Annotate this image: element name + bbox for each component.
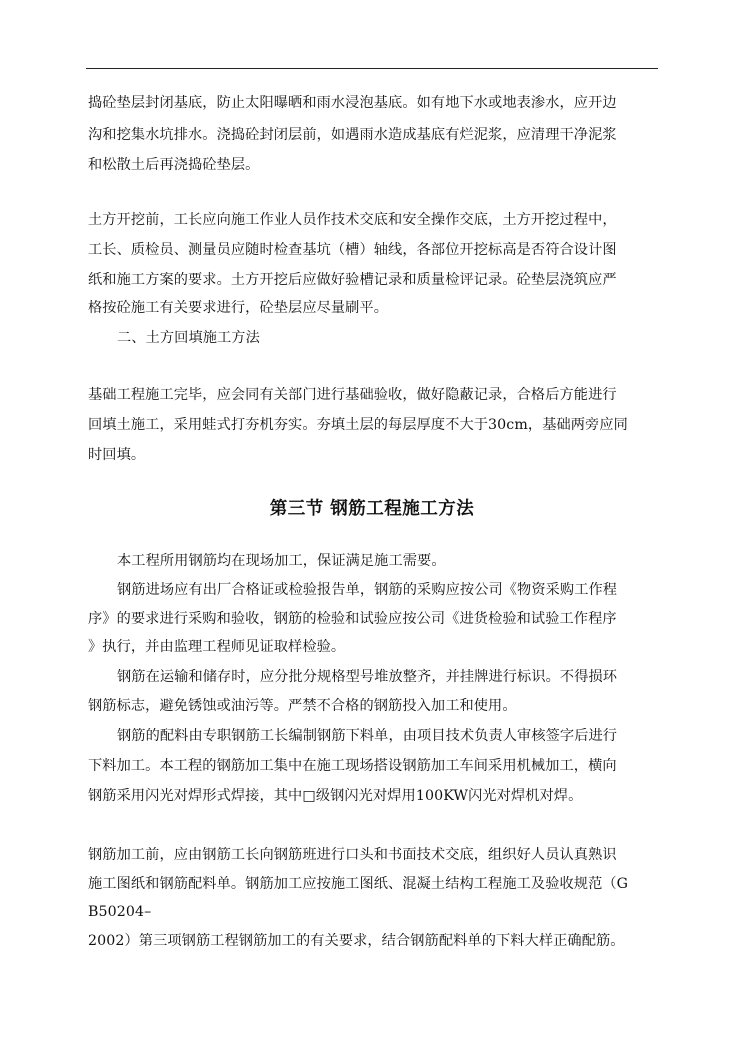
- paragraph-line: 序》的要求进行采购和验收，钢筋的检验和试验应按公司《进货检验和试验工作程序: [88, 611, 617, 627]
- paragraph-line: 2002）第三项钢筋工程钢筋加工的有关要求，结合钢筋配料单的下料大样正确配筋。: [88, 933, 625, 949]
- paragraph-line: 土方开挖前，工长应向施工作业人员作技术交底和安全操作交底，土方开挖过程中，: [88, 212, 617, 228]
- paragraph-line: 》执行，并由监理工程师见证取样检验。: [88, 639, 346, 655]
- paragraph-line: 本工程所用钢筋均在现场加工，保证满足施工需要。: [117, 553, 446, 569]
- header-rule: [86, 68, 658, 69]
- paragraph-line: 基础工程施工完毕，应会同有关部门进行基础验收，做好隐蔽记录，合格后方能进行: [88, 387, 617, 403]
- paragraph-line: 施工图纸和钢筋配料单。钢筋加工应按施工图纸、混凝土结构工程施工及验收规范（G: [88, 876, 629, 892]
- paragraph-line: 钢筋加工前，应由钢筋工长向钢筋班进行口头和书面技术交底，组织好人员认真熟识: [88, 847, 617, 863]
- paragraph-line: 工长、质检员、测量员应随时检查基坑（槽）轴线，各部位开挖标高是否符合设计图: [88, 242, 617, 258]
- paragraph-line: 钢筋在运输和储存时，应分批分规格型号堆放整齐，并挂牌进行标识。不得损环: [117, 669, 618, 685]
- paragraph-line: 捣砼垫层封闭基底，防止太阳曝晒和雨水浸泡基底。如有地下水或地表渗水，应开边: [88, 95, 617, 111]
- paragraph-line: 回填土施工，采用蛙式打夯机夯实。夯填土层的每层厚度不大于30cm，基础两旁应同: [88, 417, 628, 433]
- paragraph-line: 和松散土后再浇捣砼垫层。: [88, 157, 260, 173]
- subsection-title: 二、土方回填施工方法: [117, 330, 260, 346]
- paragraph-line: 钢筋进场应有出厂合格证或检验报告单，钢筋的采购应按公司《物资采购工作程: [117, 582, 618, 598]
- paragraph-line: B50204–: [88, 904, 152, 920]
- section-heading: 第三节 钢筋工程施工方法: [269, 499, 475, 519]
- paragraph-line: 钢筋的配料由专职钢筋工长编制钢筋下料单，由项目技术负责人审核签字后进行: [117, 728, 618, 744]
- paragraph-line: 钢筋采用闪光对焊形式焊接，其中□级钢闪光对焊用100KW闪光对焊机对焊。: [88, 788, 583, 804]
- paragraph-line: 时回填。: [88, 447, 146, 463]
- paragraph-line: 沟和挖集水坑排水。浇捣砼封闭层前，如遇雨水造成基底有烂泥浆，应清理干净泥浆: [88, 127, 617, 143]
- paragraph-line: 钢筋标志，避免锈蚀或油污等。严禁不合格的钢筋投入加工和使用。: [88, 698, 517, 714]
- paragraph-line: 下料加工。本工程的钢筋加工集中在施工现场搭设钢筋加工车间采用机械加工，横向: [88, 758, 617, 774]
- paragraph-line: 格按砼施工有关要求进行，砼垫层应尽量刷平。: [88, 300, 389, 316]
- paragraph-line: 纸和施工方案的要求。土方开挖后应做好验槽记录和质量检评记录。砼垫层浇筑应严: [88, 272, 617, 288]
